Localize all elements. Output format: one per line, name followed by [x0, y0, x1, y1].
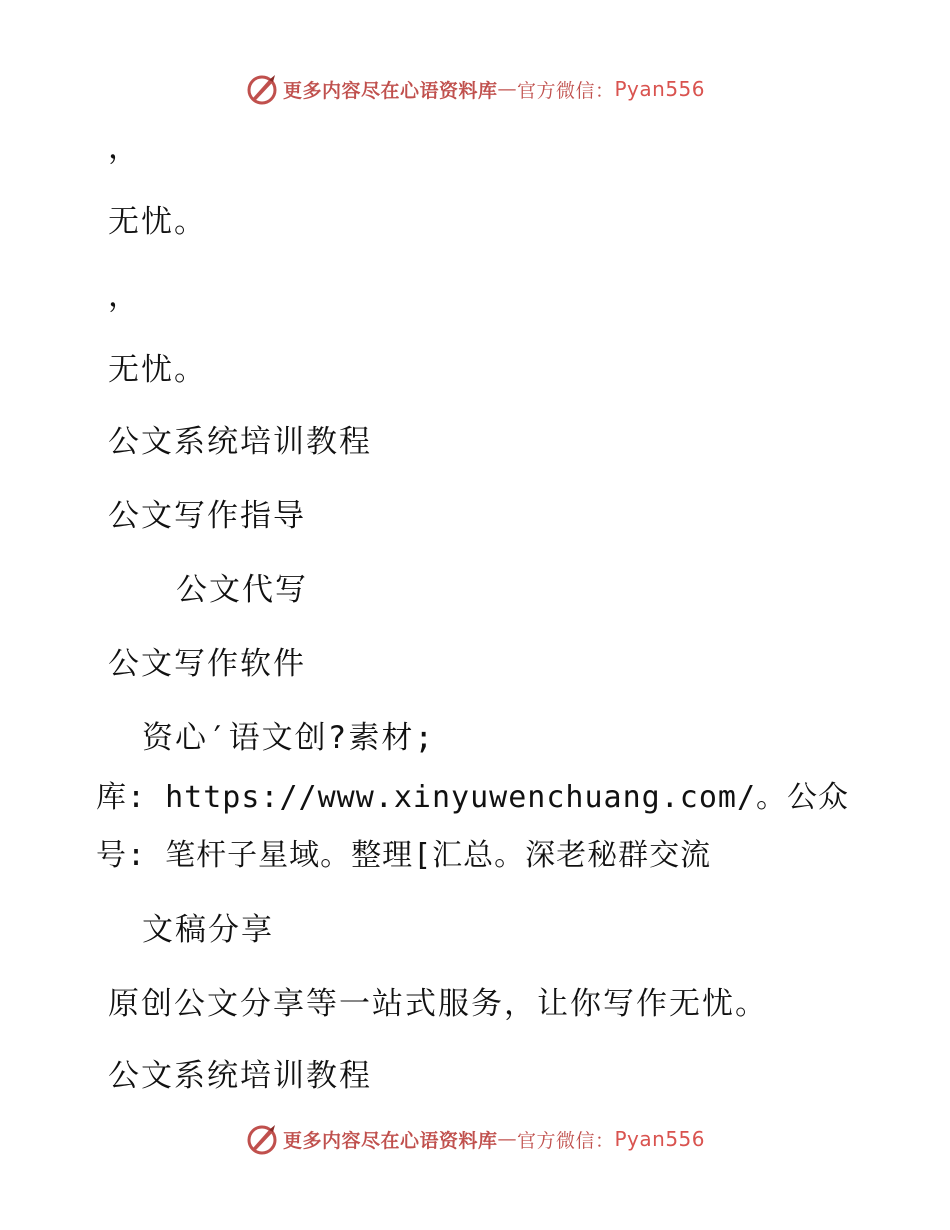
text-line-8: 公文写作软件 [108, 646, 306, 682]
quill-logo-icon [245, 72, 279, 106]
banner-wechat-label: 官方微信： [516, 79, 615, 102]
header-banner [0, 72, 950, 106]
quill-logo-icon [245, 1122, 279, 1156]
text-line-2: 无忧。 [108, 204, 207, 240]
banner-brand: 更多内容尽在心语资料库 [282, 79, 498, 102]
banner-separator: — [497, 1128, 517, 1150]
text-line-3: ， [108, 278, 141, 314]
text-line-1: ， [108, 130, 141, 166]
text-line-12: 文稿分享 [142, 912, 274, 948]
banner-separator: — [497, 78, 517, 100]
footer-banner [0, 1122, 950, 1156]
text-line-14: 公文系统培训教程 [108, 1058, 372, 1094]
text-line-10: 库: https://www.xinyuwenchuang.com/。公众 [96, 780, 850, 815]
text-line-5: 公文系统培训教程 [108, 424, 372, 460]
banner-wechat-label: 官方微信： [516, 1129, 615, 1152]
banner-wechat-id: Pyan556 [614, 1127, 706, 1151]
text-line-9: 资心′语文创?素材; [142, 720, 435, 756]
banner-brand: 更多内容尽在心语资料库 [282, 1129, 498, 1152]
text-line-6: 公文写作指导 [108, 498, 306, 534]
text-line-7: 公文代写 [176, 572, 308, 608]
text-line-13: 原创公文分享等一站式服务，让你写作无忧。 [108, 986, 768, 1022]
text-line-11: 号: 笔杆子星域。整理[汇总。深老秘群交流 [96, 838, 712, 873]
banner-wechat-id: Pyan556 [614, 77, 706, 101]
text-line-4: 无忧。 [108, 352, 207, 388]
